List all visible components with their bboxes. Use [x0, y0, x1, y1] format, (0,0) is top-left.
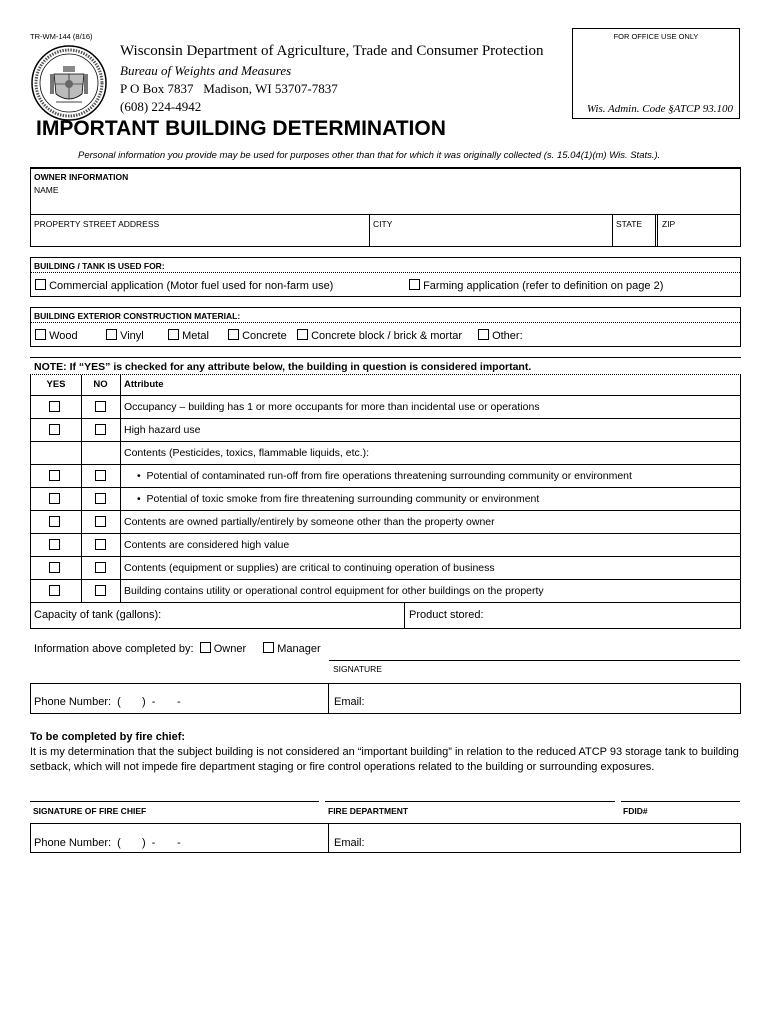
owner-address-row	[30, 214, 741, 247]
office-use-label: FOR OFFICE USE ONLY	[613, 32, 699, 41]
owner-phone-field[interactable]	[31, 684, 328, 713]
row-divider	[120, 534, 121, 556]
metal-checkbox[interactable]	[168, 329, 179, 340]
capacity-label: Capacity of tank (gallons):	[34, 609, 162, 621]
agency-address: P O Box 7837 Madison, WI 53707-7837	[120, 81, 338, 96]
usage-section-label: BUILDING / TANK IS USED FOR:	[34, 261, 165, 271]
row-divider	[120, 557, 121, 579]
row-divider	[81, 534, 82, 556]
runoff-no-checkbox[interactable]	[95, 470, 106, 481]
row-divider	[81, 511, 82, 533]
bureau-name: Bureau of Weights and Measures	[120, 63, 292, 78]
wood-label: Wood	[49, 330, 78, 342]
agency-phone: (608) 224-4942	[120, 99, 202, 114]
attribute-text: Building contains utility or operational control equipment for other buildings on the property	[124, 585, 544, 597]
agency-name: Wisconsin Department of Agriculture, Trade and Consumer Protection	[120, 43, 544, 59]
ownership-yes-checkbox[interactable]	[49, 516, 60, 527]
owner-label: Owner	[213, 643, 247, 655]
attribute-text: Contents (Pesticides, toxics, flammable liquids, etc.):	[124, 447, 370, 459]
row-divider	[81, 465, 82, 487]
fire-chief-contact-row	[30, 823, 741, 853]
fire-chief-phone-field[interactable]	[31, 824, 328, 852]
form-code: TR-WM-144 (8/16)	[30, 32, 93, 41]
product-stored-field[interactable]	[405, 603, 740, 628]
city-field[interactable]	[370, 215, 612, 247]
phone-dash: -	[177, 837, 181, 849]
attribute-text	[137, 470, 632, 482]
other-checkbox[interactable]	[478, 329, 489, 340]
attribute-text: Contents are owned partially/entirely by someone other than the property owner	[124, 516, 495, 528]
metal-label: Metal	[182, 330, 209, 342]
runoff-yes-checkbox[interactable]	[49, 470, 60, 481]
city-label: CITY	[373, 219, 393, 229]
usage-farming-option[interactable]	[409, 279, 663, 292]
fire-department-label: FIRE DEPARTMENT	[328, 806, 409, 816]
material-other-option[interactable]	[478, 329, 523, 342]
attribute-text: High hazard use	[124, 424, 201, 436]
state-label: STATE	[616, 219, 643, 229]
occupancy-yes-checkbox[interactable]	[49, 401, 60, 412]
row-divider	[81, 396, 82, 418]
manager-checkbox[interactable]	[263, 642, 274, 653]
completed-by-row	[34, 642, 321, 655]
fdid-line[interactable]	[621, 801, 740, 802]
commercial-label: Commercial application (Motor fuel used for non-farm use)	[49, 280, 334, 292]
manager-label: Manager	[277, 643, 321, 655]
attribute-text	[137, 493, 539, 505]
email-label: Email:	[334, 696, 365, 708]
toxic-smoke-yes-checkbox[interactable]	[49, 493, 60, 504]
attribute-text: Contents (equipment or supplies) are critical to continuing operation of business	[124, 562, 495, 574]
row-divider	[81, 557, 82, 579]
attribute-row-utility	[30, 579, 741, 602]
capacity-row	[30, 602, 741, 629]
email-label: Email:	[334, 837, 365, 849]
high-value-yes-checkbox[interactable]	[49, 539, 60, 550]
owner-checkbox[interactable]	[200, 642, 211, 653]
attribute-row-occupancy	[30, 395, 741, 418]
owner-section-label: OWNER INFORMATION	[34, 172, 129, 182]
critical-yes-checkbox[interactable]	[49, 562, 60, 573]
vinyl-label: Vinyl	[120, 330, 144, 342]
phone-label: Phone Number: (	[34, 837, 121, 849]
toxic-smoke-text: Potential of toxic smoke from fire threatening surrounding community or environment	[146, 493, 540, 505]
fire-chief-signature-line[interactable]	[30, 801, 319, 802]
attributes-top-rule	[30, 357, 741, 358]
utility-yes-checkbox[interactable]	[49, 585, 60, 596]
fire-department-line[interactable]	[325, 801, 615, 802]
address-field[interactable]	[31, 215, 369, 247]
row-divider	[120, 580, 121, 602]
owner-email-field[interactable]	[329, 684, 740, 713]
row-divider	[120, 396, 121, 418]
attribute-text: Contents are considered high value	[124, 539, 290, 551]
row-divider	[81, 580, 82, 602]
critical-no-checkbox[interactable]	[95, 562, 106, 573]
other-label: Other:	[492, 330, 523, 342]
bullet: •	[137, 493, 141, 505]
page-title: IMPORTANT BUILDING DETERMINATION	[36, 117, 446, 140]
attribute-row-critical	[30, 556, 741, 579]
wisconsin-state-seal-icon	[30, 44, 108, 122]
office-use-box	[572, 28, 740, 119]
row-divider	[81, 419, 82, 441]
row-divider	[81, 488, 82, 510]
owner-name-row[interactable]	[30, 168, 741, 214]
block-label: Concrete block / brick & mortar	[311, 330, 463, 342]
attribute-row-toxic-smoke	[30, 487, 741, 510]
owner-contact-row	[30, 683, 741, 714]
usage-divider	[31, 272, 740, 273]
name-label: NAME	[34, 185, 59, 195]
material-divider	[31, 322, 740, 323]
row-divider	[120, 442, 121, 464]
address-label: PROPERTY STREET ADDRESS	[34, 219, 160, 229]
material-wood-option[interactable]	[35, 329, 78, 342]
farming-label: Farming application (refer to definition on page 2)	[423, 280, 664, 292]
header-yes-divider	[81, 375, 82, 395]
attribute-row-high-value	[30, 533, 741, 556]
toxic-smoke-no-checkbox[interactable]	[95, 493, 106, 504]
row-divider	[120, 511, 121, 533]
state-seal	[30, 44, 108, 122]
product-label: Product stored:	[409, 609, 484, 621]
row-divider	[120, 419, 121, 441]
fdid-label: FDID#	[623, 806, 648, 816]
usage-commercial-option[interactable]	[35, 279, 333, 292]
fire-chief-signature-label: SIGNATURE OF FIRE CHIEF	[33, 806, 147, 816]
privacy-notice: Personal information you provide may be used for purposes other than that for which it was originally collected (s. 15.04(1)(m) Wis. Stats.).	[78, 150, 661, 161]
fire-chief-heading: To be completed by fire chief:	[30, 731, 186, 743]
phone-label: Phone Number: (	[34, 696, 121, 708]
attribute-row-runoff	[30, 464, 741, 487]
bullet: •	[137, 470, 141, 482]
farming-checkbox[interactable]	[409, 279, 420, 290]
material-metal-option[interactable]	[168, 329, 209, 342]
signature-line[interactable]	[329, 660, 740, 661]
row-divider	[81, 442, 82, 464]
phone-dash: -	[177, 696, 181, 708]
phone-mid: ) -	[142, 696, 156, 708]
material-block-option[interactable]	[297, 329, 462, 342]
col-attr-header: Attribute	[124, 379, 164, 390]
high-hazard-yes-checkbox[interactable]	[49, 424, 60, 435]
utility-no-checkbox[interactable]	[95, 585, 106, 596]
fire-chief-statement: It is my determination that the subject building is not considered an “important building” in relation to the reduced ATCP 93 storage tank to building setback, which will not impede fire department staging or fire control operations related to the building or surrounding exposures.	[30, 746, 739, 773]
wood-checkbox[interactable]	[35, 329, 46, 340]
material-section-label: BUILDING EXTERIOR CONSTRUCTION MATERIAL:	[34, 311, 241, 321]
attributes-note: NOTE: If “YES” is checked for any attribute below, the building in question is considered important.	[34, 361, 532, 373]
admin-code: Wis. Admin. Code §ATCP 93.100	[586, 103, 733, 115]
concrete-label: Concrete	[242, 330, 287, 342]
attribute-row-ownership	[30, 510, 741, 533]
block-checkbox[interactable]	[297, 329, 308, 340]
high-value-no-checkbox[interactable]	[95, 539, 106, 550]
ownership-no-checkbox[interactable]	[95, 516, 106, 527]
completed-by-label: Information above completed by:	[34, 643, 194, 655]
high-hazard-no-checkbox[interactable]	[95, 424, 106, 435]
attribute-row-contents-heading	[30, 441, 741, 464]
fire-chief-email-field[interactable]	[329, 824, 740, 852]
row-divider	[120, 488, 121, 510]
attribute-row-high-hazard	[30, 418, 741, 441]
state-divider	[655, 215, 658, 246]
col-yes-header: YES	[46, 379, 66, 390]
material-concrete-option[interactable]	[228, 329, 287, 342]
tank-capacity-field[interactable]	[31, 603, 404, 628]
commercial-checkbox[interactable]	[35, 279, 46, 290]
vinyl-checkbox[interactable]	[106, 329, 117, 340]
zip-label: ZIP	[662, 219, 676, 229]
concrete-checkbox[interactable]	[228, 329, 239, 340]
occupancy-no-checkbox[interactable]	[95, 401, 106, 412]
runoff-text: Potential of contaminated run-off from fire operations threatening surrounding community or environment	[146, 470, 632, 482]
usage-section	[30, 257, 741, 297]
zip-field[interactable]	[659, 215, 741, 247]
signature-label: SIGNATURE	[333, 664, 382, 674]
row-divider	[120, 465, 121, 487]
attributes-header-row	[30, 374, 741, 395]
col-no-header: NO	[93, 379, 108, 390]
header-no-divider	[120, 375, 121, 395]
material-vinyl-option[interactable]	[106, 329, 144, 342]
material-section	[30, 307, 741, 347]
state-field[interactable]	[613, 215, 655, 247]
attribute-text: Occupancy – building has 1 or more occupants for more than incidental use or operations	[124, 401, 540, 413]
phone-mid: ) -	[142, 837, 156, 849]
